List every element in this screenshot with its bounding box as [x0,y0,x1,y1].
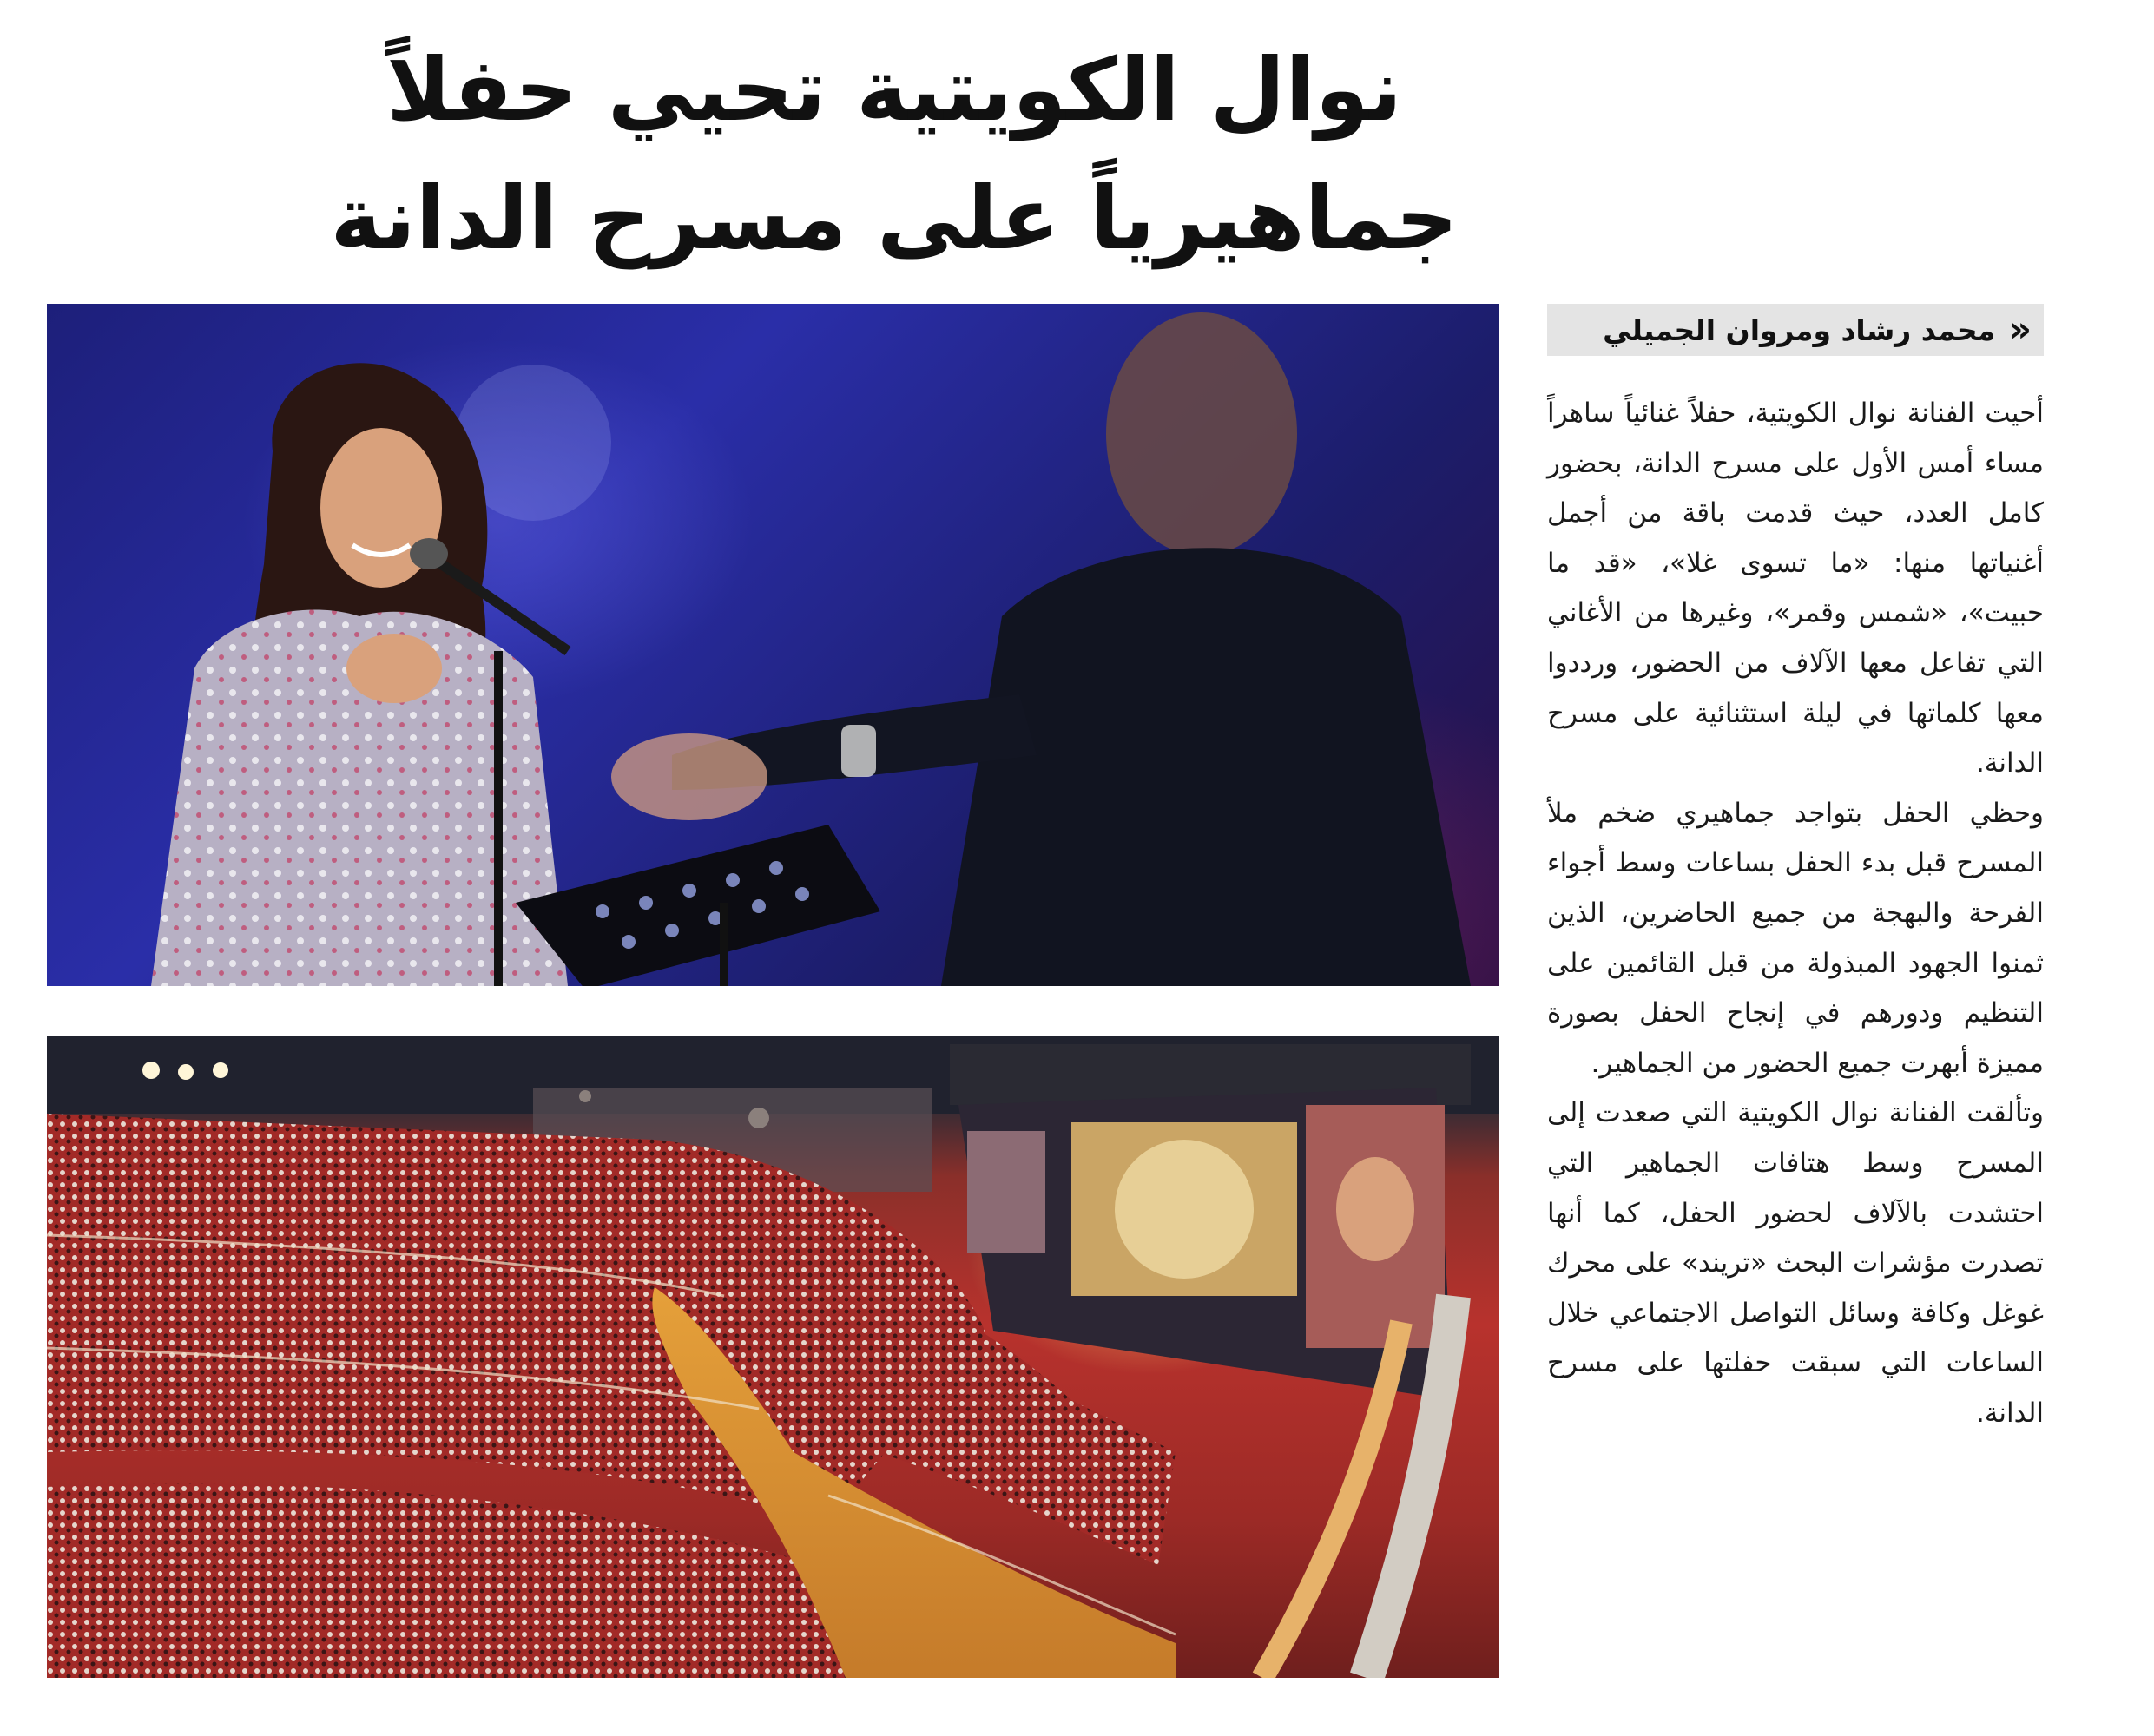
crowd-photo-illustration [47,1036,1499,1678]
headline-line-1: نوال الكويتية تحيي حفلاً [386,39,1402,141]
headline [174,26,1615,283]
article-paragraph-1: أحيت الفنانة نوال الكويتية، حفلاً غنائياً ساهراً مساء أمس الأول على مسرح الدانة، بحضور كامل العدد، حيث قدمت باقة من أجمل أغنياتها منها: «ما تسوى غلا»، «قد ما حبيت»، «شمس وقمر»، وغيرها من الأغاني التي تفاعل معها الآلاف من الحضور، ورددوا معها كلماتها في ليلة استثنائية على مسرح الدانة. [1547,398,2044,779]
crowd-amphitheater-photo [47,1036,1499,1678]
double-chevron-left-icon: « [2009,310,2032,350]
singer-photo-illustration [47,304,1499,986]
byline-authors: محمد رشاد ومروان الجميلي [1603,312,1996,347]
headline-line-2: جماهيرياً على مسرح الدانة [330,168,1459,269]
byline [1547,304,2044,356]
article-paragraph-3: وتألقت الفنانة نوال الكويتية التي صعدت إلى المسرح وسط هتافات الجماهير التي احتشدت بالآلاف لحضور الحفل، كما أنها تصدرت مؤشرات البحث «تريند» على محرك غوغل وكافة وسائل التواصل الاجتماعي خلال الساعات التي سبقت حفلتها على مسرح الدانة. [1547,1097,2044,1429]
singer-performing-photo [47,304,1499,986]
article-paragraph-2: وحظي الحفل بتواجد جماهيري ضخم ملأ المسرح قبل بدء الحفل بساعات وسط أجواء الفرحة والبهجة من جميع الحاضرين، الذين ثمنوا الجهود المبذولة من قبل القائمين على التنظيم ودورهم في إنجاح الحفل بصورة مميزة أبهرت جميع الحضور من الجماهير. [1547,797,2044,1079]
article-body [1547,389,2044,1438]
